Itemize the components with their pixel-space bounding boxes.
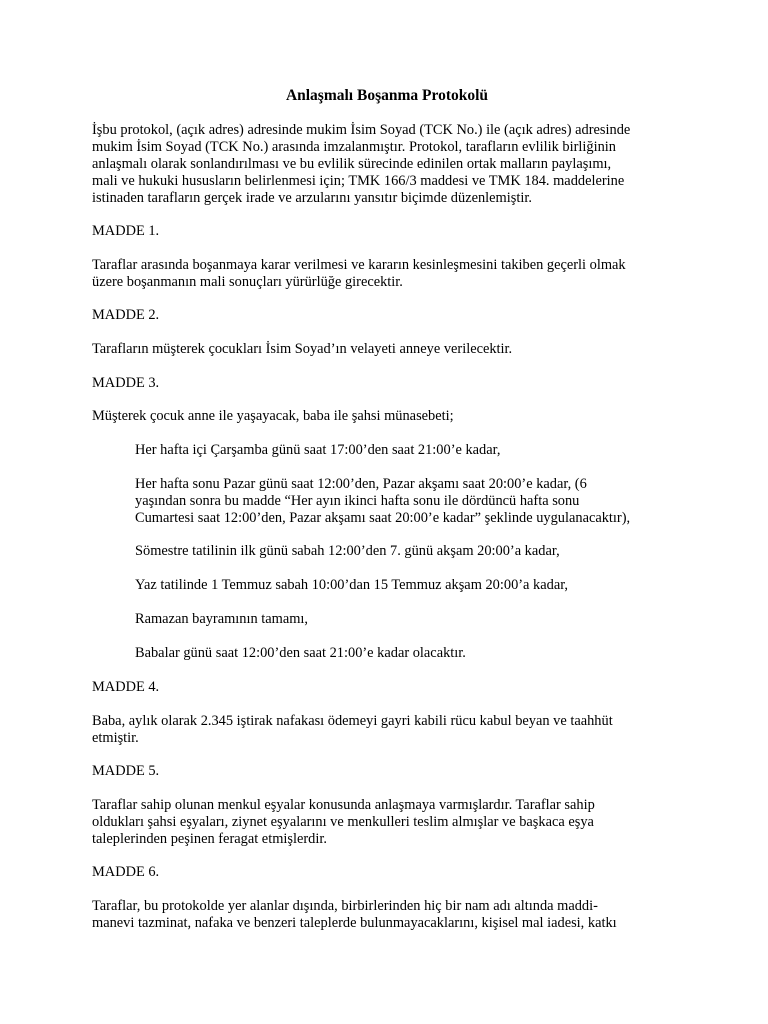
madde-1-heading: MADDE 1. (92, 223, 160, 239)
madde-3-item (135, 577, 682, 594)
text-line: etmiştir. (92, 730, 139, 746)
madde-3-heading: MADDE 3. (92, 375, 160, 391)
intro-line: anlaşmalı olarak sonlandırılması ve bu evlilik sürecinde edinilen ortak malların paylaşımı, (92, 156, 612, 172)
item-line: Babalar günü saat 12:00’den saat 21:00’e kadar olacaktır. (135, 645, 466, 661)
text-line: manevi tazminat, nafaka ve benzeri taleplerde bulunmayacaklarını, kişisel mal iadesi, katkı (92, 915, 617, 931)
item-line: Cumartesi saat 12:00’den, Pazar akşamı saat 20:00’e kadar” şeklinde uygulanacaktır), (135, 510, 631, 526)
text-line: üzere boşanmanın mali sonuçları yürürlüğe girecektir. (92, 274, 403, 290)
item-line: yaşından sonra bu madde “Her ayın ikinci hafta sonu ile dördüncü hafta sonu (135, 493, 580, 509)
madde-3-item (135, 543, 682, 560)
item-line: Her hafta içi Çarşamba günü saat 17:00’den saat 21:00’e kadar, (135, 442, 501, 458)
intro-paragraph (92, 122, 682, 207)
text-line: Taraflar arasında boşanmaya karar verilmesi ve kararın kesinleşmesini takiben geçerli olmak (92, 257, 626, 273)
madde-6-heading: MADDE 6. (92, 864, 160, 880)
document-title: Anlaşmalı Boşanma Protokolü (285, 87, 489, 104)
madde-2-heading: MADDE 2. (92, 307, 160, 323)
madde-3-text (92, 408, 682, 425)
text-line: Tarafların müşterek çocukları İsim Soyad’ın velayeti anneye verilecektir. (92, 341, 513, 357)
madde-4-text (92, 713, 682, 747)
intro-line: istinaden tarafların gerçek irade ve arzularını yansıtır biçimde düzenlemiştir. (92, 190, 532, 206)
madde-2-text (92, 341, 682, 358)
madde-3-item (135, 611, 682, 628)
madde-3-item (135, 645, 682, 662)
text-line: Müşterek çocuk anne ile yaşayacak, baba ile şahsi münasebeti; (92, 408, 454, 424)
text-line: Taraflar, bu protokolde yer alanlar dışında, birbirlerinden hiç bir nam adı altında maddi- (92, 898, 598, 914)
item-line: Yaz tatilinde 1 Temmuz sabah 10:00’dan 15 Temmuz akşam 20:00’a kadar, (135, 577, 569, 593)
text-line: Baba, aylık olarak 2.345 iştirak nafakası ödemeyi gayri kabili rücu kabul beyan ve taahhüt (92, 713, 613, 729)
madde-3-item (135, 442, 682, 459)
madde-3-item (135, 476, 682, 527)
item-line: Her hafta sonu Pazar günü saat 12:00’den, Pazar akşamı saat 20:00’e kadar, (6 (135, 476, 587, 492)
madde-4-heading: MADDE 4. (92, 679, 160, 695)
intro-line: mukim İsim Soyad (TCK No.) arasında imzalanmıştır. Protokol, tarafların evlilik birliğinin (92, 139, 616, 155)
item-line: Ramazan bayramının tamamı, (135, 611, 309, 627)
text-line: oldukları şahsi eşyaları, ziynet eşyalarını ve menkulleri teslim almışlar ve başkaca eşya (92, 814, 594, 830)
madde-6-text (92, 898, 682, 932)
madde-5-heading: MADDE 5. (92, 763, 160, 779)
text-line: taleplerinden peşinen feragat etmişlerdir. (92, 831, 327, 847)
intro-line: mali ve hukuki hususların belirlenmesi için; TMK 166/3 maddesi ve TMK 184. maddelerine (92, 173, 625, 189)
item-line: Sömestre tatilinin ilk günü sabah 12:00’den 7. günü akşam 20:00’a kadar, (135, 543, 560, 559)
madde-1-text (92, 257, 682, 291)
madde-5-text (92, 797, 682, 848)
text-line: Taraflar sahip olunan menkul eşyalar konusunda anlaşmaya varmışlardır. Taraflar sahip (92, 797, 595, 813)
intro-line: İşbu protokol, (açık adres) adresinde mukim İsim Soyad (TCK No.) ile (açık adres) adresinde (92, 122, 631, 138)
